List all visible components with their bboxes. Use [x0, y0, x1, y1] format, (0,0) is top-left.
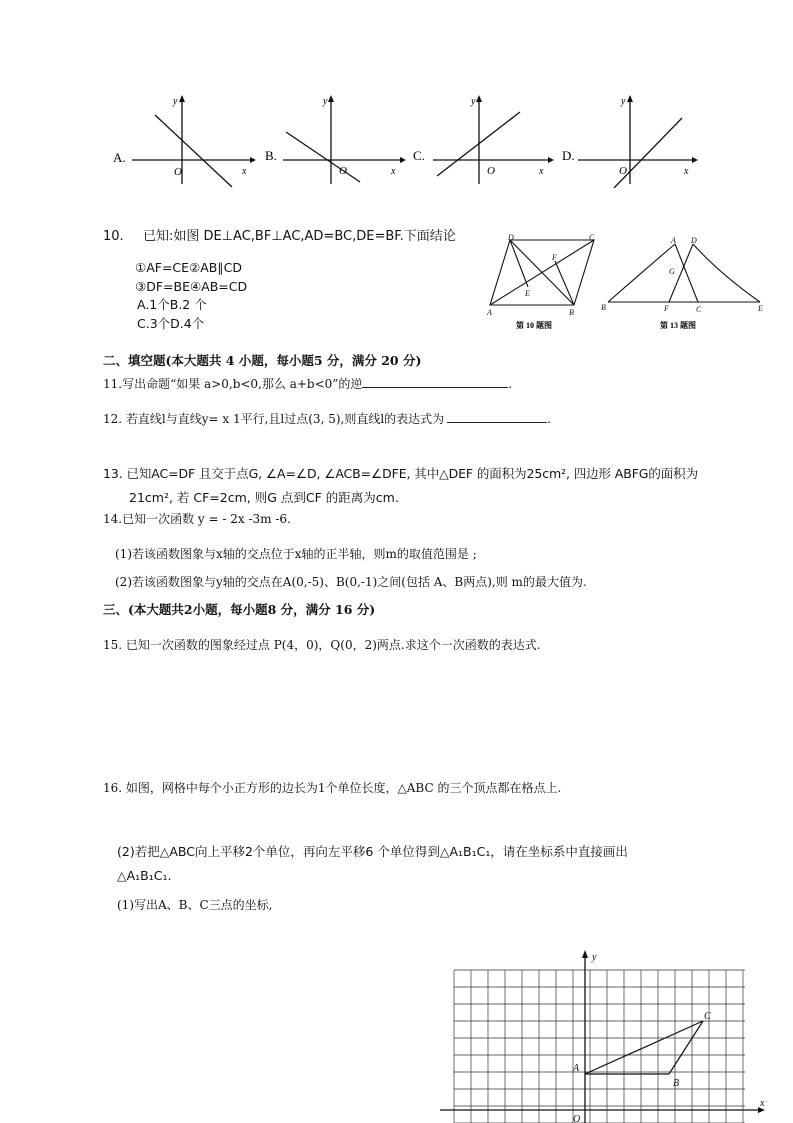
q10-option-4: C.3个D.4个 — [137, 316, 205, 331]
point-e-label: E — [525, 289, 530, 298]
q10-option-1: ①AF=CE②AB∥CD — [135, 260, 242, 275]
q16-part-1: (1)写出A、B、C三点的坐标, — [117, 898, 273, 912]
y-axis-label: y — [621, 96, 626, 107]
q10-option-2: ③DF=BE④AB=CD — [135, 279, 248, 294]
q13-line-2: 21cm², 若 CF=2cm, 则G 点到CF 的距离为cm. — [129, 490, 399, 505]
y-axis-label: y — [471, 96, 476, 107]
point-b-label: B — [673, 1078, 680, 1089]
point-f-label: F — [664, 304, 669, 313]
q10-option-3: A.1个B.2 个 — [137, 297, 207, 312]
origin-label: O — [487, 165, 495, 177]
q16-text: 16. 如图，网格中每个小正方形的边长为1个单位长度，△ABC 的三个顶点都在格点上. — [103, 781, 562, 795]
point-a-label: A — [573, 1063, 580, 1074]
section2-heading: 二、填空题(本大题共 4 小题，每小题5 分，满分 20 分) — [103, 353, 422, 368]
q16-part-2-line-2: △A₁B₁C₁. — [117, 868, 172, 883]
q16-coordinate-grid[interactable] — [430, 948, 775, 1123]
point-e-label: E — [758, 304, 763, 313]
triangle-abc — [585, 1021, 703, 1074]
q10-number: 10. — [103, 229, 124, 244]
y-axis-label: y — [592, 952, 597, 963]
q10-stem: 已知:如图 DE⊥AC,BF⊥AC,AD=BC,DE=BF.下面结论 — [143, 229, 456, 244]
q10-figure — [480, 232, 610, 332]
option-c-label: C. — [413, 148, 425, 163]
point-b-label: B — [601, 303, 606, 312]
q10-figure-caption: 第 10 题图 — [516, 321, 552, 330]
section3-heading: 三、(本大题共2小题，每小题8 分，满分 16 分) — [103, 602, 376, 617]
point-a-label: A — [487, 308, 492, 317]
q14-part-1: (1)若该函数图象与x轴的交点位于x轴的正半轴，则m的取值范围是 ; — [115, 547, 477, 561]
point-b-label: B — [569, 308, 574, 317]
q13-figure-caption: 第 13 题图 — [660, 321, 696, 330]
x-axis-label: x — [539, 166, 544, 177]
x-axis-label: x — [760, 1098, 765, 1109]
x-axis-label: x — [391, 166, 396, 177]
x-axis-label: x — [242, 166, 247, 177]
point-d-label: D — [691, 236, 697, 245]
point-c-label: C — [696, 305, 702, 314]
point-c-label: C — [589, 233, 595, 242]
point-c-label: C — [704, 1011, 711, 1022]
q12-text: 12. 若直线l与直线y= x 1平行,且l过点(3, 5),则直线l的表达式为 . — [103, 412, 551, 426]
option-b-label: B. — [265, 148, 277, 163]
q11-answer-blank[interactable] — [362, 375, 508, 388]
origin-label: O — [339, 165, 347, 177]
q13-line-1: 13. 已知AC=DF 且交于点G, ∠A=∠D, ∠ACB=∠DFE, 其中△DEF 的面积为25cm², 四边形 ABFG的面积为 — [103, 466, 698, 481]
origin-label: O — [573, 1114, 581, 1123]
option-a-label: A. — [113, 150, 126, 165]
point-f-label: F — [552, 253, 557, 262]
y-axis-label: y — [323, 96, 328, 107]
x-axis-label: x — [684, 166, 689, 177]
origin-label: O — [174, 166, 182, 178]
q12-answer-blank[interactable] — [447, 410, 547, 423]
grid-lines — [454, 970, 745, 1123]
q13-figure — [600, 234, 775, 334]
point-d-label: D — [508, 233, 514, 242]
y-axis-label: y — [173, 96, 178, 107]
q9-option-graphs — [0, 88, 793, 188]
q14-part-2: (2)若该函数图象与y轴的交点在A(0,-5)、B(0,-1)之间(包括 A、B两点),则 m的最大值为. — [115, 575, 587, 589]
point-g-label: G — [669, 267, 675, 276]
q14-text: 14.已知一次函数 y = - 2x -3m -6. — [103, 512, 291, 526]
point-a-label: A — [671, 236, 676, 245]
q16-part-2-line-1: (2)若把△ABC向上平移2个单位，再向左平移6 个单位得到△A₁B₁C₁，请在坐标系中直接画出 — [117, 844, 628, 859]
q11-text: 11.写出命题“如果 a>0,b<0,那么 a+b<0”的逆 . — [103, 377, 513, 391]
origin-label: O — [619, 165, 627, 177]
q15-text: 15. 已知一次函数的图象经过点 P(4，0)，Q(0，2)两点.求这个一次函数的表达式. — [103, 638, 541, 652]
option-d-label: D. — [562, 148, 575, 163]
